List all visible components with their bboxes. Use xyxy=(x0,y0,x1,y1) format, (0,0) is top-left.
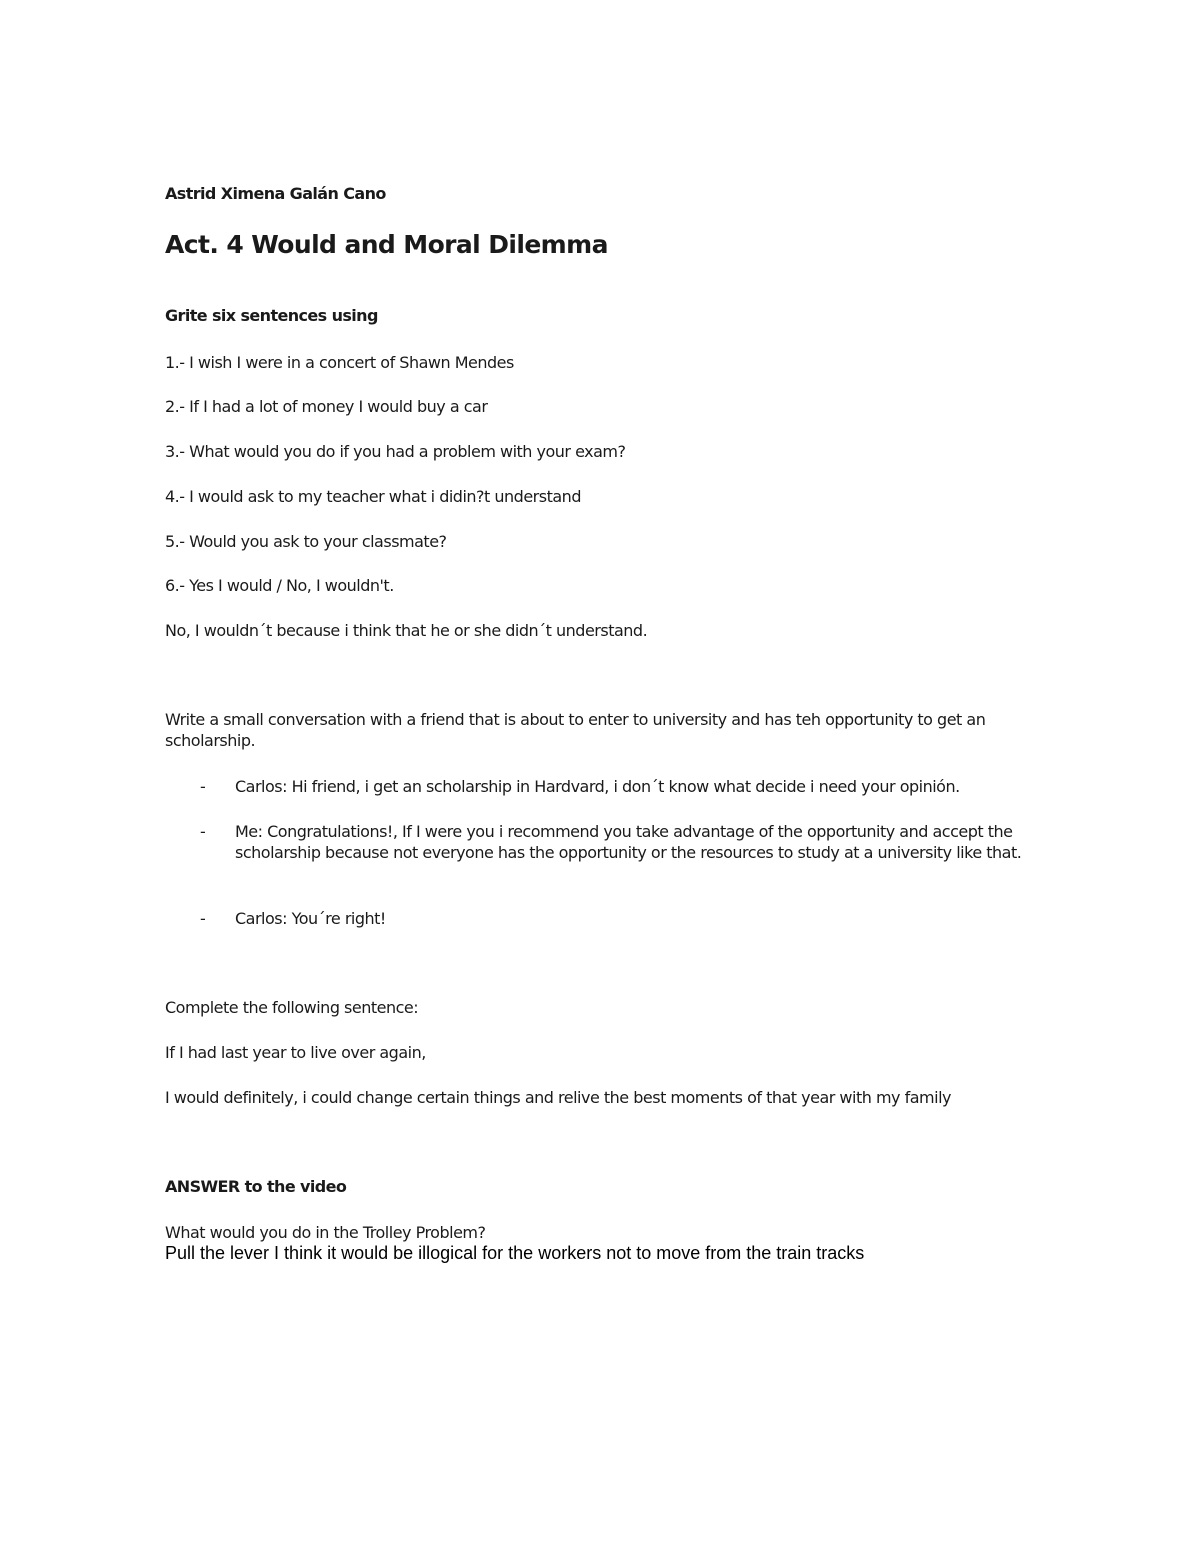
section3-prompt: Complete the following sentence: xyxy=(165,998,419,1017)
dash-bullet: - xyxy=(200,777,206,796)
document-title: Act. 4 Would and Moral Dilemma xyxy=(165,230,608,259)
sentence-4: 4.- I would ask to my teacher what i didin?t understand xyxy=(165,487,581,506)
sentence-5: 5.- Would you ask to your classmate? xyxy=(165,532,447,551)
section3-start: If I had last year to live over again, xyxy=(165,1043,426,1062)
dialogue-line-1: Carlos: Hi friend, i get an scholarship in Hardvard, i don´t know what decide i need your opinión. xyxy=(235,777,960,796)
sentence-6: 6.- Yes I would / No, I wouldn't. xyxy=(165,576,394,595)
trolley-answer: Pull the lever I think it would be illogical for the workers not to move from the train tracks xyxy=(165,1243,865,1263)
sentence-3: 3.- What would you do if you had a problem with your exam? xyxy=(165,442,626,461)
dash-bullet: - xyxy=(200,822,206,841)
author-name: Astrid Ximena Galán Cano xyxy=(165,184,386,203)
section2-prompt: Write a small conversation with a friend that is about to enter to university and has teh opportunity to get an scholarship. xyxy=(165,710,990,750)
dash-bullet: - xyxy=(200,909,206,928)
sentence-1: 1.- I wish I were in a concert of Shawn Mendes xyxy=(165,353,514,372)
section3-completion: I would definitely, i could change certain things and relive the best moments of that year with my family xyxy=(165,1088,951,1107)
section4-heading: ANSWER to the video xyxy=(165,1177,347,1196)
sentence-7: No, I wouldn´t because i think that he or she didn´t understand. xyxy=(165,621,648,640)
sentence-2: 2.- If I had a lot of money I would buy a car xyxy=(165,397,488,416)
section1-heading: Grite six sentences using xyxy=(165,306,378,325)
dialogue-line-2: Me: Congratulations!, If I were you i recommend you take advantage of the opportunity and accept the scholarship because not everyone has the opportunity or the resources to study at a university like that. xyxy=(235,822,1022,862)
dialogue-line-3: Carlos: You´re right! xyxy=(235,909,386,928)
trolley-question: What would you do in the Trolley Problem? xyxy=(165,1223,486,1242)
